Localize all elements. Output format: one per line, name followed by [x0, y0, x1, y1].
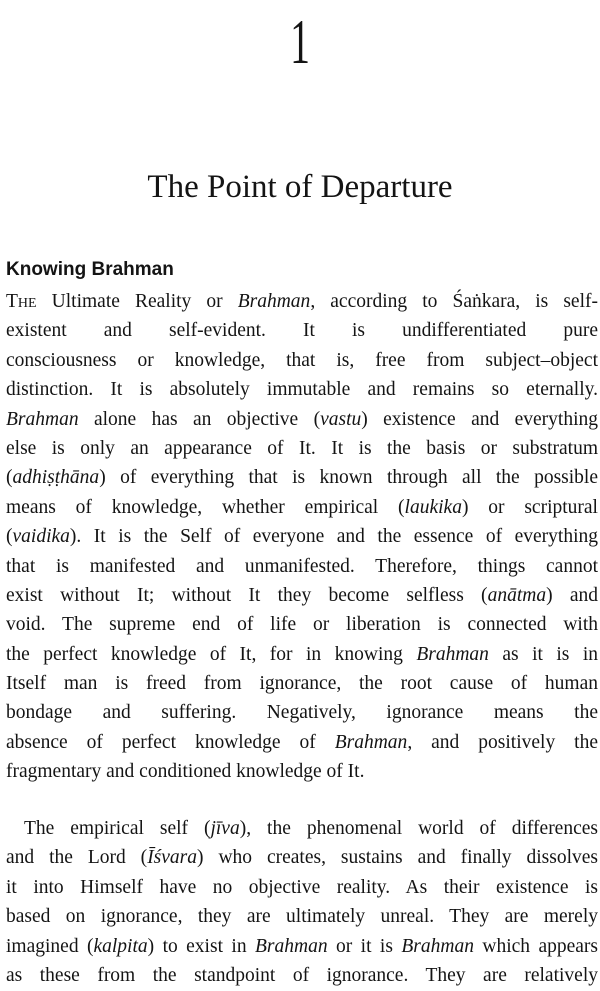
text-line: distinction. It is absolutely immutable and remains so eternally.: [6, 379, 598, 401]
text-line: consciousness or knowledge, that is, free from subject–object: [6, 349, 598, 371]
text-line: means of knowledge, whether empirical (laukika) or scriptural: [6, 496, 598, 518]
text-line: exist without It; without It they become selfless (anātma) and: [6, 584, 598, 606]
chapter-number: 1: [290, 6, 310, 77]
text-line: it into Himself have no objective reality. As their existence is: [6, 876, 598, 898]
paragraph-2: [6, 814, 598, 990]
text-line: imagined (kalpita) to exist in Brahman or it is Brahman which appears: [6, 935, 598, 957]
text-line: (vaidika). It is the Self of everyone and the essence of everything: [6, 526, 598, 548]
text-line: The Ultimate Reality or Brahman, according to Śaṅkara, is self-: [6, 291, 598, 312]
text-line: existent and self-evident. It is undifferentiated pure: [6, 320, 598, 342]
text-line: based on ignorance, they are ultimately unreal. They are merely: [6, 906, 598, 928]
text-line: that is manifested and unmanifested. Therefore, things cannot: [6, 555, 598, 577]
section-heading: Knowing Brahman: [6, 259, 174, 280]
text-line: fragmentary and conditioned knowledge of It.: [6, 761, 365, 783]
text-line: the perfect knowledge of It, for in knowing Brahman as it is in: [6, 643, 598, 665]
text-line: bondage and suffering. Negatively, ignorance means the: [6, 702, 598, 724]
text-line: else is only an appearance of It. It is the basis or substratum: [6, 437, 598, 459]
text-line: Brahman alone has an objective (vastu) existence and everything: [6, 408, 598, 430]
paragraph-1: [6, 287, 598, 787]
text-line: absence of perfect knowledge of Brahman, and positively the: [6, 731, 598, 753]
text-line: (adhiṣṭhāna) of everything that is known through all the possible: [6, 467, 598, 489]
text-line: void. The supreme end of life or liberation is connected with: [6, 614, 598, 636]
text-line: and the Lord (Īśvara) who creates, sustains and finally dissolves: [6, 847, 599, 869]
text-line: The empirical self (jīva), the phenomenal world of differences: [24, 818, 598, 839]
text-line: Itself man is freed from ignorance, the root cause of human: [6, 673, 598, 695]
text-line: as these from the standpoint of ignorance. They are relatively: [6, 964, 598, 986]
chapter-title: The Point of Departure: [147, 169, 453, 205]
